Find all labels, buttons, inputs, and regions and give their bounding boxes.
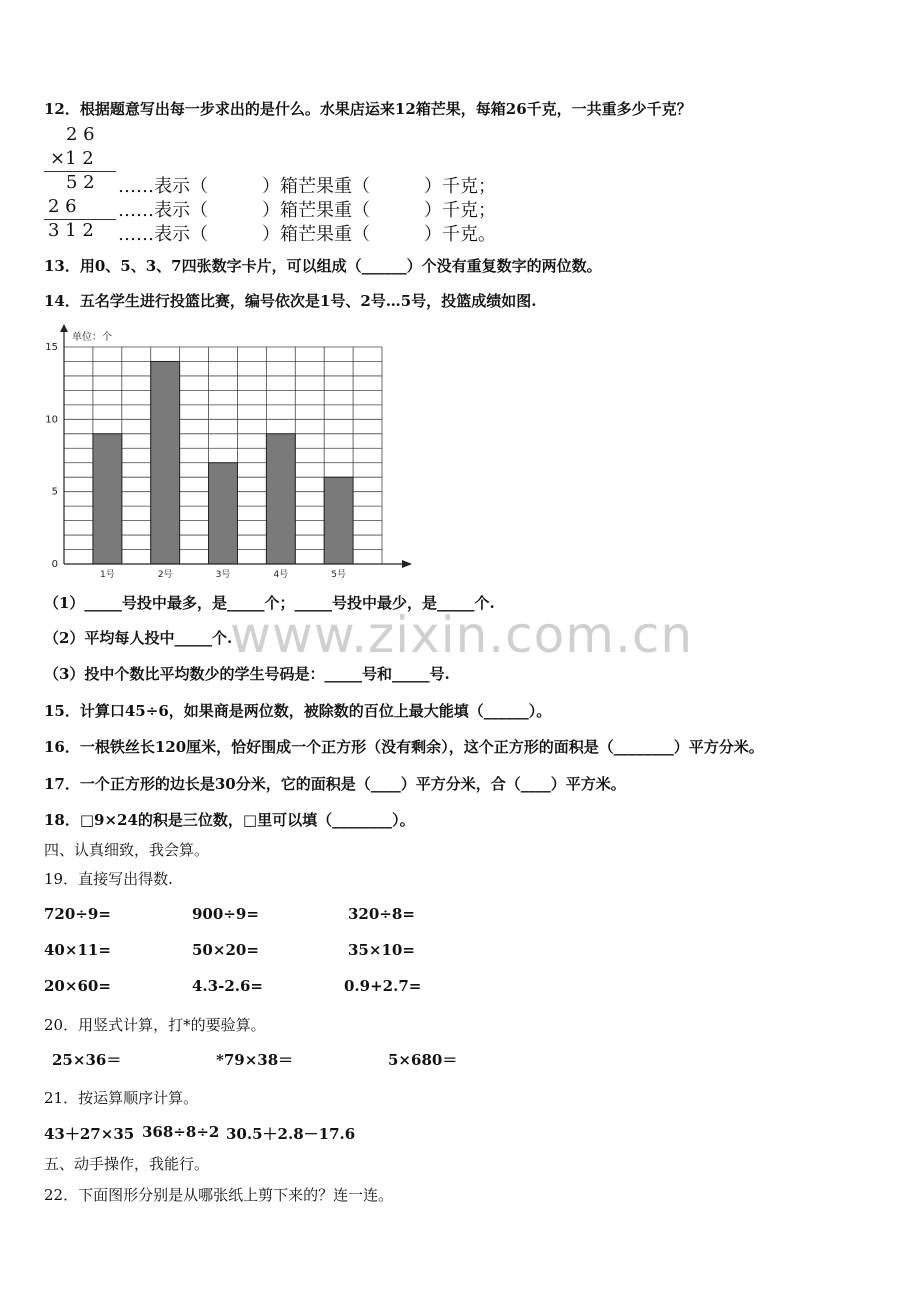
section-5-heading: 五、动手操作，我能行。 (44, 1155, 210, 1173)
question-15: 15．计算口45÷6，如果商是两位数，被除数的百位上最大能填（______）。 (44, 702, 552, 720)
oral-calc-item: 50×20= (192, 941, 259, 959)
bar-2 (151, 361, 180, 564)
calc-row-3: 5 2 (66, 172, 95, 193)
question-14-part3: （3）投中个数比平均数少的学生号码是：_____号和_____号. (44, 665, 450, 683)
y-tick-label: 10 (45, 414, 58, 426)
x-axis-arrow (402, 560, 412, 568)
question-12: 12．根据题意写出每一步求出的是什么。水果店运来12箱芒果，每箱26千克，一共重多少千克？ (44, 100, 692, 118)
oral-calc-item: 35×10= (348, 941, 415, 959)
oral-calc-item: 720÷9= (44, 905, 111, 923)
chart-y-label: 单位：个 (72, 332, 112, 343)
calc-row-2: ×1 2 (50, 148, 94, 169)
oral-calc-item: 900÷9= (192, 905, 259, 923)
question-18: 18．□9×24的积是三位数，□里可以填（________）。 (44, 811, 415, 829)
order-calc-item: 43＋27×35 (44, 1125, 135, 1143)
section-4-heading: 四、认真细致，我会算。 (44, 841, 210, 859)
y-tick-label: 15 (45, 342, 58, 353)
question-22: 22．下面图形分别是从哪张纸上剪下来的？连一连。 (44, 1186, 394, 1204)
category-label: 5号 (331, 570, 347, 580)
y-axis-arrow (60, 324, 68, 332)
vertical-calc-item: 5×680＝ (388, 1051, 458, 1069)
bar-1 (93, 434, 122, 564)
bar-3 (209, 463, 238, 564)
bar-chart (40, 322, 420, 582)
calc-note-1: ……表示（ ）箱芒果重（ ）千克； (118, 176, 496, 197)
question-14-part1: （1）_____号投中最多，是_____个；_____号投中最少，是_____个. (44, 594, 495, 612)
question-20: 20．用竖式计算，打*的要验算。 (44, 1016, 266, 1034)
oral-calc-item: 40×11= (44, 941, 111, 959)
chart-ticks (45, 342, 58, 570)
question-14-part2: （2）平均每人投中_____个. (44, 629, 233, 647)
order-calc-item: 368÷8÷2 (142, 1123, 220, 1141)
calc-row-4: 2 6 (48, 196, 77, 217)
question-16: 16．一根铁丝长120厘米，恰好围成一个正方形（没有剩余），这个正方形的面积是（________）平方分米。 (44, 738, 764, 756)
bar-4 (266, 434, 295, 564)
watermark: www.zixin.com.cn (230, 606, 694, 664)
category-label: 3号 (215, 570, 231, 580)
calc-note-3: ……表示（ ）箱芒果重（ ）千克。 (118, 224, 496, 245)
question-14: 14．五名学生进行投篮比赛，编号依次是1号、2号…5号，投篮成绩如图. (44, 292, 537, 310)
oral-calc-item: 4.3-2.6= (192, 977, 263, 995)
category-label: 1号 (99, 570, 115, 580)
calc-row-1: 2 6 (66, 124, 95, 145)
question-13: 13．用0、5、3、7四张数字卡片，可以组成（______）个没有重复数字的两位数。 (44, 257, 602, 275)
category-label: 2号 (157, 570, 173, 580)
oral-calc-item: 20×60= (44, 977, 111, 995)
bar-5 (324, 477, 353, 564)
calc-row-5: 3 1 2 (48, 220, 94, 241)
question-21: 21．按运算顺序计算。 (44, 1089, 199, 1107)
y-tick-label: 0 (51, 559, 58, 570)
y-tick-label: 5 (51, 486, 58, 498)
order-calc-item: 30.5＋2.8－17.6 (226, 1125, 356, 1143)
question-17: 17．一个正方形的边长是30分米，它的面积是（____）平方分米，合（____）平方米。 (44, 775, 626, 793)
oral-calc-item: 0.9+2.7= (344, 977, 422, 995)
vertical-calc-item: *79×38＝ (216, 1051, 294, 1069)
oral-calc-item: 320÷8= (348, 905, 415, 923)
category-label: 4号 (273, 570, 289, 580)
vertical-calc-item: 25×36＝ (52, 1051, 122, 1069)
calc-note-2: ……表示（ ）箱芒果重（ ）千克； (118, 200, 496, 221)
chart-categories (100, 569, 346, 580)
question-19: 19．直接写出得数. (44, 870, 173, 888)
